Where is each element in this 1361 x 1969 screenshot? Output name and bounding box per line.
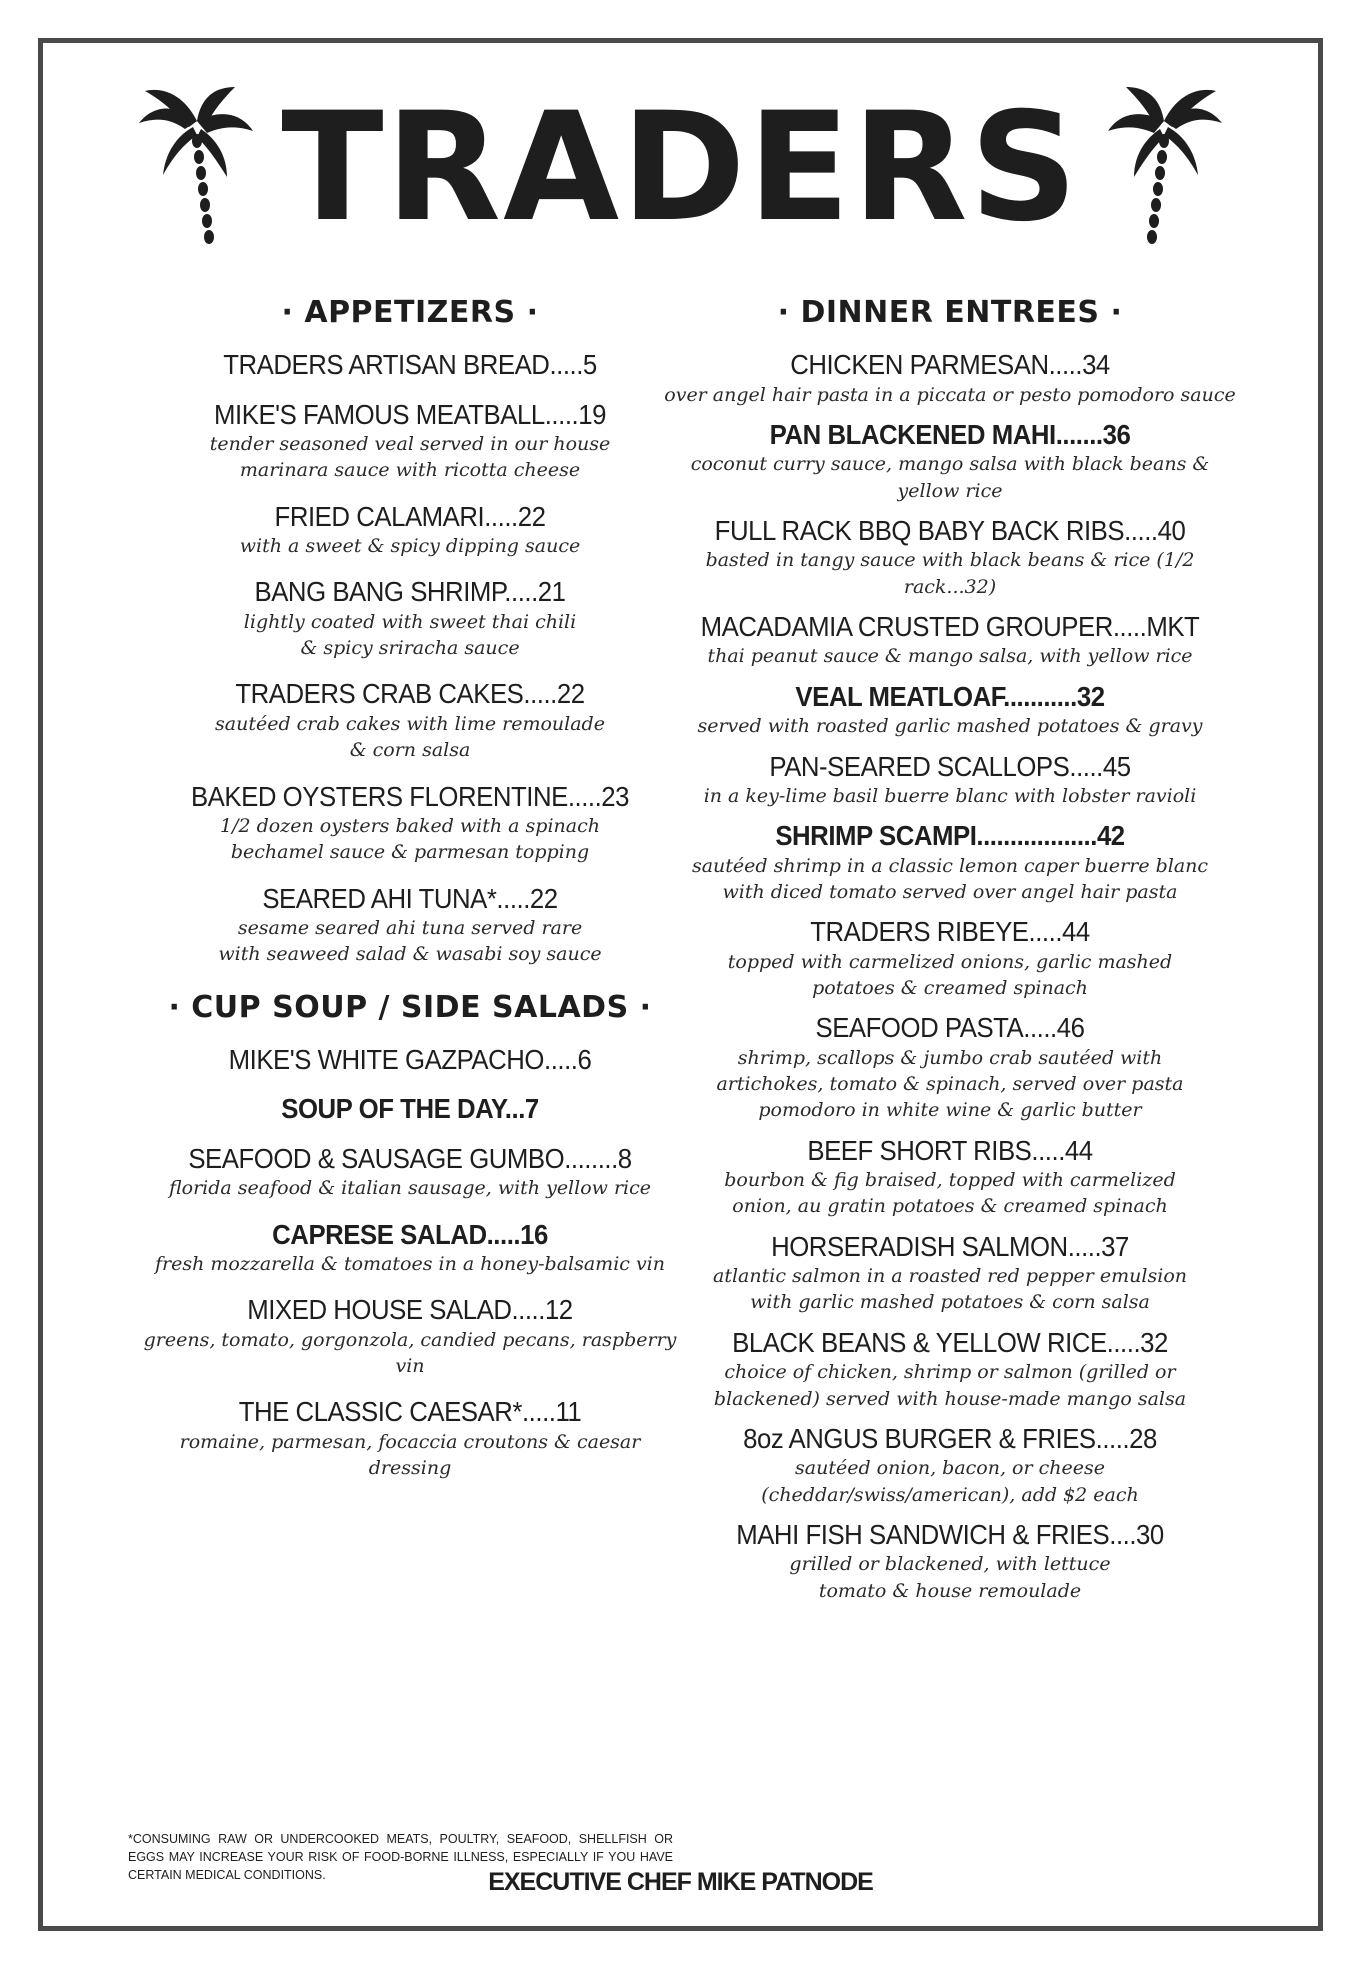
menu-item (660, 680, 1240, 740)
menu-item (660, 750, 1240, 810)
item-name: TRADERS ARTISAN BREAD.....5 (223, 349, 597, 380)
executive-chef-credit: EXECUTIVE CHEF MIKE PATNODE (488, 1868, 873, 1896)
palm-tree-icon (135, 83, 255, 253)
item-description: greens, tomato, gorgonzola, candied pecans, raspberry vin (143, 1328, 677, 1378)
item-description: bourbon & fig braised, topped with carmelized onion, au gratin potatoes & creamed spinach (724, 1169, 1176, 1218)
item-description: sautéed crab cakes with lime remoulade & corn salsa (215, 713, 605, 762)
restaurant-logo: TRADERS (281, 81, 1080, 255)
item-name: THE CLASSIC CAESAR*.....11 (238, 1396, 582, 1428)
right-column (660, 285, 1240, 1614)
item-name: CAPRESE SALAD.....16 (272, 1218, 548, 1250)
item-name: HORSERADISH SALMON.....37 (771, 1230, 1129, 1262)
item-name: BANG BANG SHRIMP.....21 (254, 576, 566, 608)
menu-item (140, 398, 680, 484)
item-description: sautéed onion, bacon, or cheese (cheddar/swiss/american), add $2 each (761, 1457, 1139, 1506)
menu-item (660, 1134, 1240, 1220)
item-description: basted in tangy sauce with black beans & rice (1/2 rack...32) (705, 549, 1195, 598)
item-description: over angel hair pasta in a piccata or pesto pomodoro sauce (664, 383, 1236, 406)
item-description: shrimp, scallops & jumbo crab sautéed with artichokes, tomato & spinach, served over pasta pomodoro in white wine & garlic butter (716, 1046, 1184, 1122)
menu-item (140, 575, 680, 661)
menu-item (140, 1218, 680, 1278)
item-description: thai peanut sauce & mango salsa, with yellow rice (707, 645, 1193, 668)
item-name: VEAL MEATLOAF...........32 (795, 680, 1105, 712)
appetizers-heading: · APPETIZERS · (281, 295, 539, 330)
item-name: CHICKEN PARMESAN.....34 (790, 349, 1110, 380)
item-name: SEARED AHI TUNA*.....22 (262, 882, 558, 914)
food-safety-disclaimer: *CONSUMING RAW OR UNDERCOOKED MEATS, POULTRY, SEAFOOD, SHELLFISH OR EGGS MAY INCREASE YOUR RISK OF FOOD-BORNE ILLNESS, ESPECIALLY IF YOU HAVE CERTAIN MEDICAL CONDITIONS. (128, 1832, 673, 1883)
item-description: fresh mozzarella & tomatoes in a honey-balsamic vin (154, 1253, 665, 1276)
item-name: TRADERS RIBEYE.....44 (810, 916, 1090, 948)
item-description: tender seasoned veal served in our house marinara sauce with ricotta cheese (209, 433, 611, 482)
menu-item (660, 610, 1240, 670)
item-name: BEEF SHORT RIBS.....44 (807, 1134, 1093, 1166)
masthead (0, 78, 1361, 258)
menu-item (660, 1518, 1240, 1604)
menu-item (660, 819, 1240, 905)
menu-item (140, 677, 680, 763)
item-description: in a key-lime basil buerre blanc with lobster ravioli (703, 785, 1197, 808)
menu-item (140, 1142, 680, 1202)
item-name: TRADERS CRAB CAKES.....22 (235, 678, 585, 710)
item-description: coconut curry sauce, mango salsa with black beans & yellow rice (690, 453, 1210, 502)
menu-item (660, 1011, 1240, 1123)
item-name: SHRIMP SCAMPI..................42 (775, 820, 1125, 852)
item-name: FULL RACK BBQ BABY BACK RIBS.....40 (714, 514, 1186, 546)
item-description: sautéed shrimp in a classic lemon caper buerre blanc with diced tomato served over angel hair pasta (691, 854, 1209, 904)
item-description: topped with carmelized onions, garlic mashed potatoes & creamed spinach (727, 950, 1173, 1000)
entrees-heading: · DINNER ENTREES · (777, 295, 1123, 330)
menu-item (140, 1395, 680, 1481)
left-column (140, 285, 680, 1497)
menu-item (660, 1326, 1240, 1412)
item-name: SEAFOOD PASTA.....46 (815, 1012, 1085, 1044)
item-name: 8oz ANGUS BURGER & FRIES.....28 (743, 1422, 1157, 1454)
menu-item (140, 780, 680, 866)
item-description: served with roasted garlic mashed potatoes & gravy (697, 715, 1203, 738)
item-name: MIXED HOUSE SALAD.....12 (247, 1294, 573, 1326)
menu-item (660, 348, 1240, 408)
item-description: 1/2 dozen oysters baked with a spinach bechamel sauce & parmesan topping (220, 815, 600, 864)
menu-item (660, 1422, 1240, 1508)
menu-item (660, 514, 1240, 600)
item-name: MIKE'S FAMOUS MEATBALL.....19 (214, 398, 606, 430)
menu-item (140, 1293, 680, 1379)
palm-tree-icon (1106, 83, 1226, 253)
menu-item (140, 1092, 680, 1126)
soups-salads-heading: · CUP SOUP / SIDE SALADS · (168, 989, 652, 1025)
item-name: BLACK BEANS & YELLOW RICE.....32 (732, 1326, 1168, 1358)
item-name: FRIED CALAMARI.....22 (274, 500, 546, 532)
item-name: PAN-SEARED SCALLOPS.....45 (769, 750, 1131, 782)
menu-item (660, 915, 1240, 1001)
item-name: BAKED OYSTERS FLORENTINE.....23 (190, 780, 630, 812)
menu-item (660, 418, 1240, 504)
item-description: sesame seared ahi tuna served rare with seaweed salad & wasabi soy sauce (218, 917, 602, 966)
menu-item (140, 348, 680, 382)
item-name: PAN BLACKENED MAHI.......36 (769, 418, 1131, 450)
menu-item (140, 882, 680, 968)
menu-item (660, 1230, 1240, 1316)
item-description: with a sweet & spicy dipping sauce (239, 535, 581, 558)
item-name: SEAFOOD & SAUSAGE GUMBO........8 (188, 1142, 632, 1174)
item-description: choice of chicken, shrimp or salmon (grilled or blackened) served with house-made mango salsa (713, 1361, 1187, 1410)
item-name: MAHI FISH SANDWICH & FRIES....30 (736, 1518, 1164, 1550)
menu-item (140, 500, 680, 560)
menu-item (140, 1043, 680, 1077)
item-name: SOUP OF THE DAY...7 (281, 1093, 539, 1125)
item-name: MACADAMIA CRUSTED GROUPER.....MKT (700, 610, 1200, 642)
item-description: atlantic salmon in a roasted red pepper emulsion with garlic mashed potatoes & corn salsa (713, 1265, 1187, 1314)
item-description: romaine, parmesan, focaccia croutons & caesar dressing (179, 1431, 641, 1480)
item-description: florida seafood & italian sausage, with yellow rice (168, 1177, 652, 1200)
item-name: MIKE'S WHITE GAZPACHO.....6 (228, 1043, 592, 1075)
item-description: grilled or blackened, with lettuce tomato & house remoulade (789, 1553, 1111, 1602)
item-description: lightly coated with sweet thai chili & spicy sriracha sauce (243, 611, 577, 660)
